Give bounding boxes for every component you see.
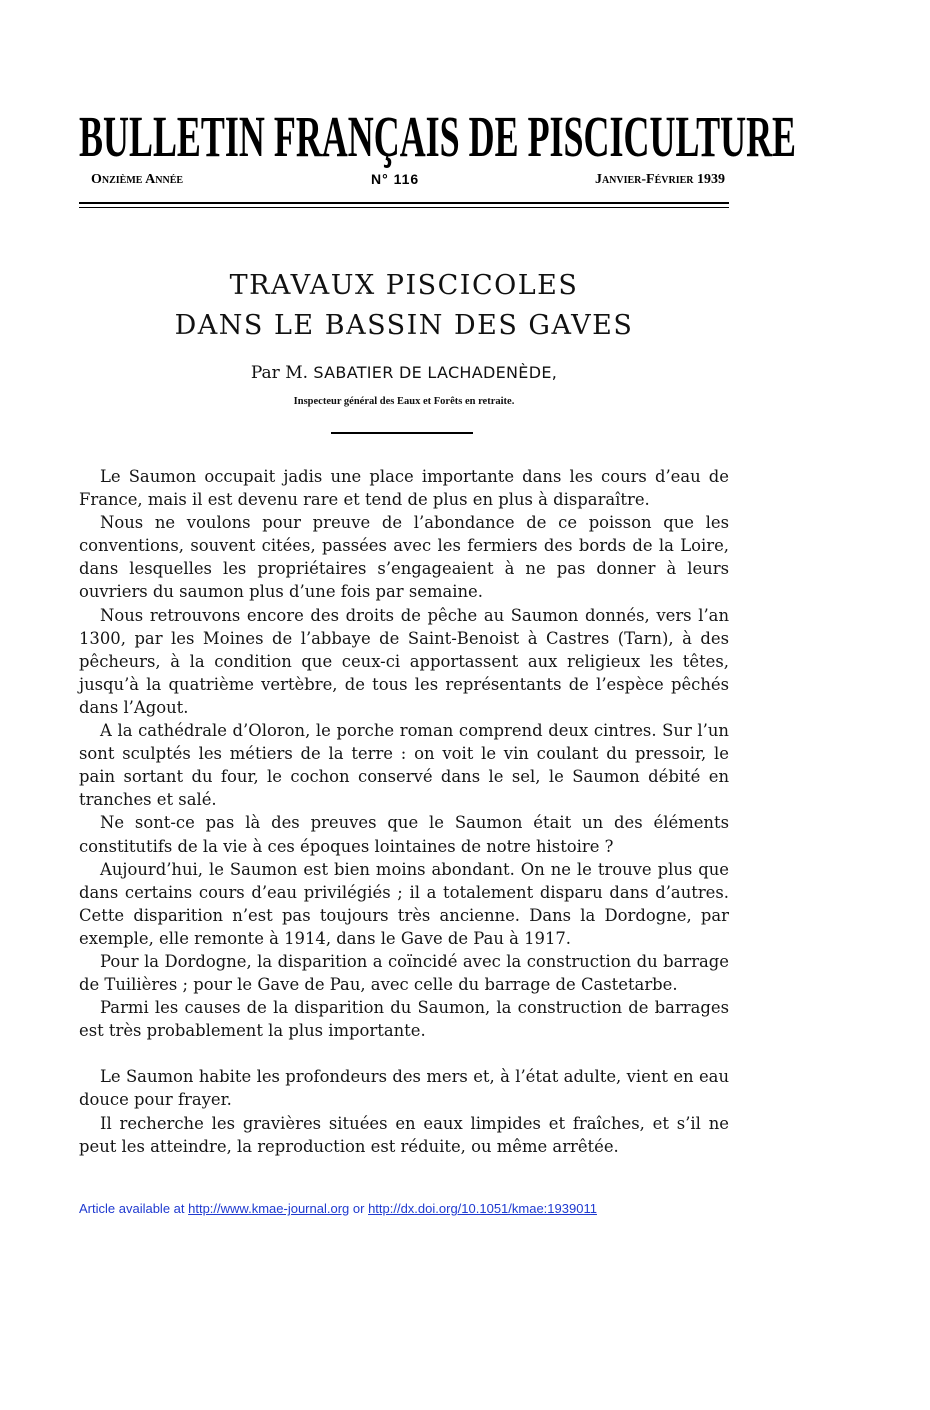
doi-link[interactable]: http://dx.doi.org/10.1051/kmae:1939011 (368, 1201, 597, 1216)
issue-number: N° 116 (371, 171, 420, 187)
paragraph: Le Saumon occupait jadis une place importante dans les cours d’eau de France, mais il est devenu rare et tend de plus en plus à disparaître. (79, 467, 729, 510)
footer-prefix: Article available at (79, 1201, 185, 1216)
footer-or: or (352, 1201, 365, 1216)
author-prefix: Par M. (250, 363, 309, 383)
paragraph: Ne sont-ce pas là des preuves que le Saumon était un des éléments constitutifs de la vie à ces époques lointaines de notre histoire ? (79, 813, 729, 856)
article-title (79, 266, 729, 346)
issue-date: Janvier-Février 1939 (594, 172, 725, 187)
year-label: Onzième Année (91, 172, 184, 187)
article-body (79, 465, 729, 1158)
paragraph: Parmi les causes de la disparition du Saumon, la construction de barrages est très probablement la plus importante. (79, 998, 729, 1041)
paragraph: Pour la Dordogne, la disparition a coïncidé avec la construction du barrage de Tuilières ; pour le Gave de Pau, avec celle du barrage de Castetarbe. (79, 951, 729, 995)
paragraph: Le Saumon habite les profondeurs des mers et, à l’état adulte, vient en eau douce pour frayer. (79, 1067, 729, 1110)
title-separator-rule (331, 432, 473, 434)
author-line (79, 363, 729, 383)
issue-line (79, 172, 729, 192)
availability-footer (79, 1201, 597, 1216)
paragraph: Nous ne voulons pour preuve de l’abondance de ce poisson que les conventions, souvent citées, passées avec les fermiers des bords de la Loire, dans lesquelles les propriétaires s’engageaient à ne pas donner à leurs ouvriers du saumon plus d’une fois par semaine. (79, 513, 729, 602)
journal-link[interactable]: http://www.kmae-journal.org (188, 1201, 350, 1216)
header-rule-thin (79, 207, 729, 208)
paragraph: Nous retrouvons encore des droits de pêche au Saumon donnés, vers l’an 1300, par les Moines de l’abbaye de Saint-Benoist à Castres (Tarn), à des pêcheurs, à la condition que ceux-ci apportassent aux religieux les têtes, jusqu’à la quatrième vertèbre, de tous les représentants de l’espèce pêchés dans l’Agout. (79, 605, 729, 717)
paragraph: Il recherche les gravières situées en eaux limpides et fraîches, et s’il ne peut les atteindre, la reproduction est réduite, ou même arrêtée. (79, 1113, 729, 1156)
article-title-line-1: TRAVAUX PISCICOLES (229, 270, 579, 301)
article-title-line-2: DANS LE BASSIN DES GAVES (174, 310, 634, 341)
author-name: SABATIER DE LACHADENÈDE, (313, 363, 558, 382)
header-rule-thick (79, 202, 729, 204)
journal-title: BULLETIN FRANÇAIS DE PISCICULTURE (79, 104, 797, 169)
paragraph: Aujourd’hui, le Saumon est bien moins abondant. On ne le trouve plus que dans certains cours d’eau privilégiés ; il a totalement disparu dans d’autres. Cette disparition n’est pas toujours très ancienne. Dans la Dordogne, par exemple, elle remonte à 1914, dans le Gave de Pau à 1917. (79, 859, 729, 948)
paragraph: A la cathédrale d’Oloron, le porche roman comprend deux cintres. Sur l’un sont sculptés les métiers de la terre : on voit le vin coulant du pressoir, le pain sortant du four, le cochon conservé dans le sel, le Saumon débité en tranches et salé. (79, 721, 729, 810)
author-affiliation: Inspecteur général des Eaux et Forêts en retraite. (293, 396, 515, 407)
